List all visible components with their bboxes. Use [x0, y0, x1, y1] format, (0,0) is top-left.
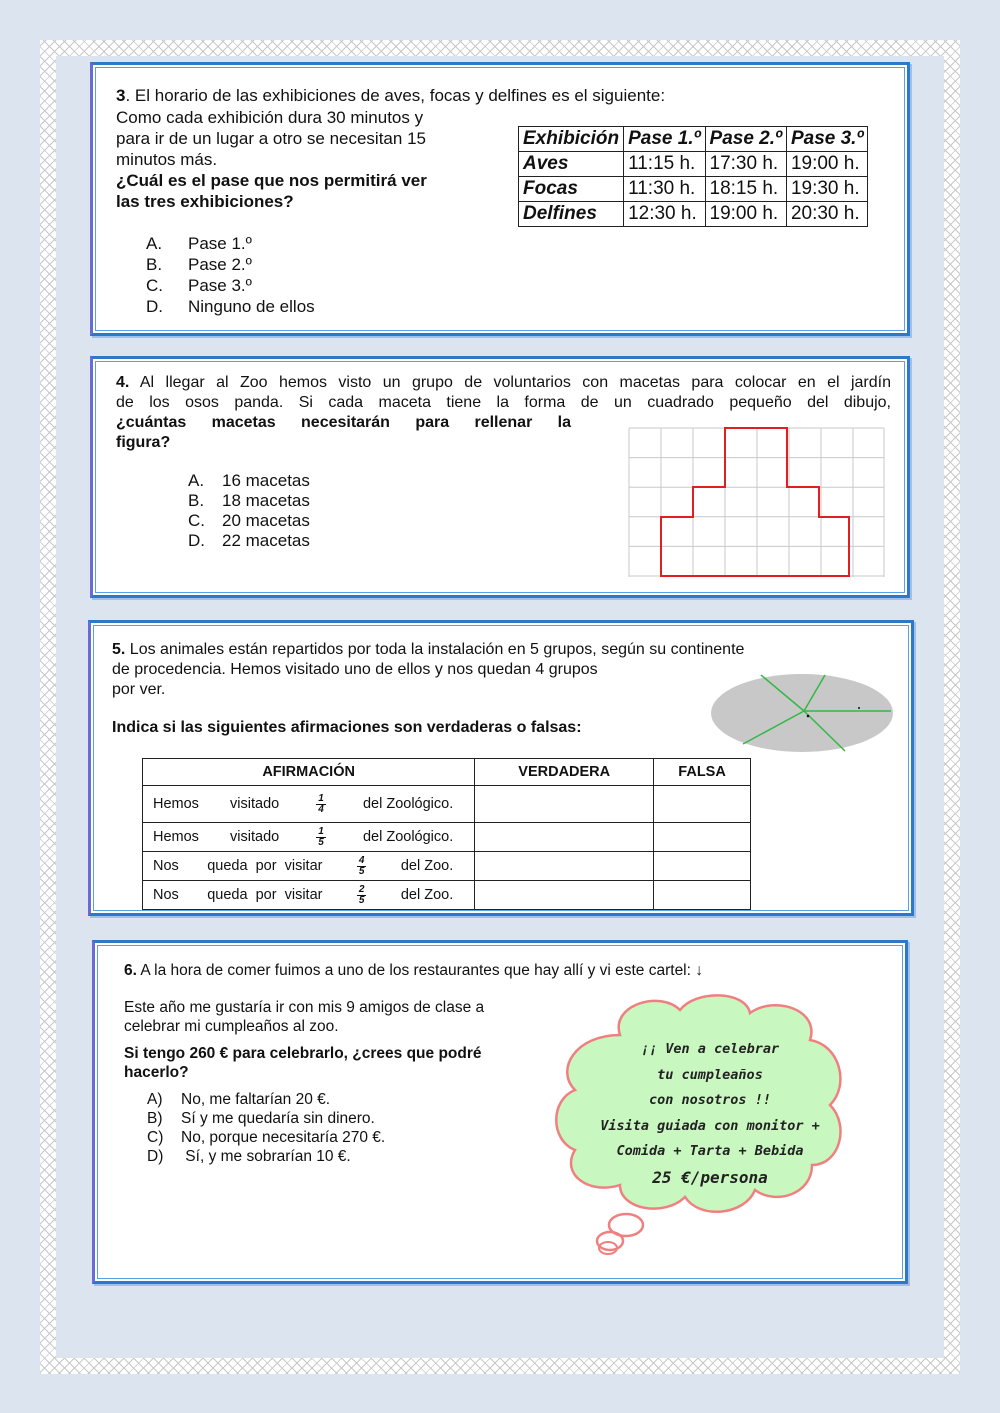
- fraction-denominator: 5: [358, 894, 365, 906]
- fraction-numerator: 1: [318, 825, 324, 837]
- option-letter: C.: [146, 276, 163, 295]
- table-cell: 20:30 h.: [786, 202, 867, 227]
- q6-intro: [124, 962, 703, 980]
- option-text: No, me faltarían 20 €.: [181, 1091, 331, 1108]
- dot: [858, 707, 860, 709]
- center-dot: [807, 715, 810, 718]
- fraction: [316, 827, 326, 848]
- table-header-cell: FALSA: [654, 759, 751, 786]
- q6-desc-line: celebrar mi cumpleaños al zoo.: [124, 1018, 339, 1035]
- option-letter: A.: [146, 234, 163, 253]
- q3-desc-line: minutos más.: [116, 150, 218, 169]
- q3-intro-text: . El horario de las exhibiciones de aves, focas y delfines es el siguiente:: [125, 86, 666, 105]
- table-row: [143, 852, 751, 881]
- table-header-cell: Pase 3.º: [786, 127, 867, 152]
- fraction-denominator: 4: [318, 803, 324, 815]
- q3-desc-line: Como cada exhibición dura 30 minutos y: [116, 108, 424, 127]
- sign-line: tu cumpleaños: [657, 1066, 763, 1083]
- statement-cell: [143, 823, 475, 852]
- q4-number: 4.: [116, 374, 130, 391]
- q3-number: 3: [116, 86, 126, 105]
- table-header-cell: Pase 2.º: [705, 127, 786, 152]
- table-row: [519, 177, 868, 202]
- option-text: 20 macetas: [222, 511, 310, 530]
- option-letter: D.: [146, 297, 163, 316]
- statement-word: del Zoo.: [400, 887, 454, 903]
- q3-question: ¿Cuál es el pase que nos permitirá ver: [116, 171, 427, 190]
- q6-sign-text: [590, 1037, 830, 1190]
- q5-text-line: Los animales están repartidos por toda la instalación en 5 grupos, según su continente: [125, 641, 745, 658]
- q5-text-line: de procedencia. Hemos visitado uno de ellos y nos quedan 4 grupos: [112, 661, 598, 678]
- statement-word: Hemos: [153, 796, 199, 812]
- q4-text-line: de los osos panda. Si cada maceta tiene la forma de un cuadrado pequeño del dibujo,: [116, 394, 891, 411]
- question-5-card: [88, 620, 914, 916]
- option-text: Pase 1.º: [188, 234, 252, 253]
- option-text: 16 macetas: [222, 471, 310, 490]
- option-text: 22 macetas: [222, 531, 310, 550]
- option-a[interactable]: [147, 1090, 385, 1109]
- option-c[interactable]: [147, 1128, 385, 1147]
- table-header-cell: Pase 1.º: [624, 127, 705, 152]
- q4-question: ¿cuántas macetas necesitarán para rellenar la: [116, 414, 571, 431]
- true-answer-cell[interactable]: [475, 852, 654, 881]
- q3-question: las tres exhibiciones?: [116, 192, 294, 211]
- table-row: [519, 202, 868, 227]
- option-d[interactable]: [146, 296, 315, 317]
- option-letter: A): [147, 1091, 163, 1108]
- q5-ellipse-diagram: [709, 671, 895, 755]
- false-answer-cell[interactable]: [654, 881, 751, 910]
- ellipse-shape: [711, 674, 893, 752]
- q6-desc-line: Este año me gustaría ir con mis 9 amigos de clase a: [124, 999, 485, 1016]
- table-header-row: [143, 759, 751, 786]
- q6-intro-text: A la hora de comer fuimos a uno de los restaurantes que hay allí y vi este cartel: ↓: [136, 962, 703, 979]
- true-answer-cell[interactable]: [475, 823, 654, 852]
- q3-desc-line: para ir de un lugar a otro se necesitan 15: [116, 129, 426, 148]
- option-d[interactable]: [188, 531, 310, 551]
- option-text: Sí y me quedaría sin dinero.: [181, 1110, 375, 1127]
- grid-lines: [629, 428, 884, 577]
- table-cell: 11:30 h.: [624, 177, 705, 202]
- option-letter: D): [147, 1148, 164, 1165]
- table-cell: 12:30 h.: [624, 202, 705, 227]
- statement-cell: [143, 786, 475, 823]
- table-row: [519, 152, 868, 177]
- fraction-denominator: 5: [318, 836, 324, 848]
- q4-grid-figure: [628, 427, 886, 579]
- q6-description: [124, 998, 484, 1036]
- option-letter: B.: [188, 491, 205, 510]
- statement-word: Hemos: [153, 829, 199, 845]
- fraction: [316, 794, 326, 815]
- q4-question: figura?: [116, 434, 171, 451]
- option-letter: A.: [188, 471, 205, 490]
- sign-line: Comida + Tarta + Bebida: [616, 1143, 804, 1159]
- option-text: Pase 2.º: [188, 255, 252, 274]
- option-text: Pase 3.º: [188, 276, 252, 295]
- statement-word: Nos: [153, 858, 179, 874]
- table-cell: 19:00 h.: [705, 202, 786, 227]
- option-b[interactable]: [188, 491, 310, 511]
- q3-description: [116, 107, 496, 212]
- sign-line: ¡¡ Ven a celebrar: [640, 1041, 780, 1057]
- fraction: [357, 856, 367, 877]
- statement-word: del Zoo.: [400, 858, 454, 874]
- option-letter: C): [147, 1129, 164, 1146]
- q3-intro: [116, 85, 896, 106]
- true-answer-cell[interactable]: [475, 881, 654, 910]
- option-letter: B): [147, 1110, 163, 1127]
- fraction-numerator: 1: [318, 792, 324, 804]
- q5-statements-table: [142, 758, 751, 910]
- question-6-card: [92, 940, 908, 1284]
- statement-cell: [143, 881, 475, 910]
- table-header-cell: AFIRMACIÓN: [143, 759, 475, 786]
- q3-schedule-table: [518, 126, 868, 227]
- q4-options: [188, 471, 310, 551]
- q6-number: 6.: [124, 962, 137, 979]
- table-row: [143, 881, 751, 910]
- table-row: [143, 823, 751, 852]
- q6-question-line: Si tengo 260 € para celebrarlo, ¿crees que podré: [124, 1045, 482, 1062]
- statement-cell: [143, 852, 475, 881]
- false-answer-cell[interactable]: [654, 823, 751, 852]
- table-cell: Focas: [519, 177, 624, 202]
- fraction-numerator: 2: [358, 883, 365, 895]
- option-a[interactable]: [188, 471, 310, 491]
- q3-options: [146, 233, 315, 317]
- table-header-cell: VERDADERA: [475, 759, 654, 786]
- option-a[interactable]: [146, 233, 315, 254]
- table-cell: 18:15 h.: [705, 177, 786, 202]
- statement-word: del Zoológico.: [362, 829, 454, 845]
- option-letter: D.: [188, 531, 205, 550]
- q4-text-line: Al llegar al Zoo hemos visto un grupo de voluntarios con macetas para colocar en el jardín: [129, 374, 891, 391]
- question-4-card: [90, 356, 910, 598]
- option-text: No, porque necesitaría 270 €.: [181, 1129, 386, 1146]
- q6-options: [147, 1090, 385, 1166]
- option-d[interactable]: [147, 1147, 385, 1166]
- false-answer-cell[interactable]: [654, 852, 751, 881]
- table-cell: Aves: [519, 152, 624, 177]
- sign-line: 25 €/persona: [652, 1167, 768, 1187]
- statement-word: Nos: [153, 887, 179, 903]
- option-b[interactable]: [146, 254, 315, 275]
- fraction: [357, 885, 367, 906]
- table-cell: Delfines: [519, 202, 624, 227]
- option-text: Sí, y me sobrarían 10 €.: [181, 1148, 351, 1165]
- option-text: 18 macetas: [222, 491, 310, 510]
- statement-word: queda por visitar: [207, 887, 323, 903]
- table-cell: 11:15 h.: [624, 152, 705, 177]
- q5-number: 5.: [112, 641, 126, 658]
- option-letter: B.: [146, 255, 163, 274]
- statement-word: visitado: [230, 829, 280, 845]
- sign-line: Visita guiada con monitor +: [600, 1117, 820, 1134]
- question-3-card: [90, 62, 910, 336]
- q5-instruction: Indica si las siguientes afirmaciones son verdaderas o falsas:: [112, 719, 582, 736]
- table-header-cell: Exhibición: [519, 127, 624, 152]
- sign-line: con nosotros !!: [649, 1092, 771, 1108]
- option-text: Ninguno de ellos: [188, 297, 315, 316]
- option-c[interactable]: [188, 511, 310, 531]
- table-cell: 17:30 h.: [705, 152, 786, 177]
- statement-word: queda por visitar: [207, 858, 323, 874]
- option-b[interactable]: [147, 1109, 385, 1128]
- table-cell: 19:30 h.: [786, 177, 867, 202]
- fraction-denominator: 5: [358, 865, 365, 877]
- table-cell: 19:00 h.: [786, 152, 867, 177]
- q6-question-line: hacerlo?: [124, 1064, 189, 1081]
- fraction-numerator: 4: [358, 854, 365, 866]
- option-c[interactable]: [146, 275, 315, 296]
- q5-text-line: por ver.: [112, 681, 166, 698]
- true-answer-cell[interactable]: [475, 786, 654, 823]
- statement-word: visitado: [230, 796, 280, 812]
- table-row: [143, 786, 751, 823]
- thought-bubble: [597, 1232, 623, 1250]
- table-header-row: [519, 127, 868, 152]
- option-letter: C.: [188, 511, 205, 530]
- false-answer-cell[interactable]: [654, 786, 751, 823]
- statement-word: del Zoológico.: [362, 796, 454, 812]
- q6-question: [124, 1044, 482, 1082]
